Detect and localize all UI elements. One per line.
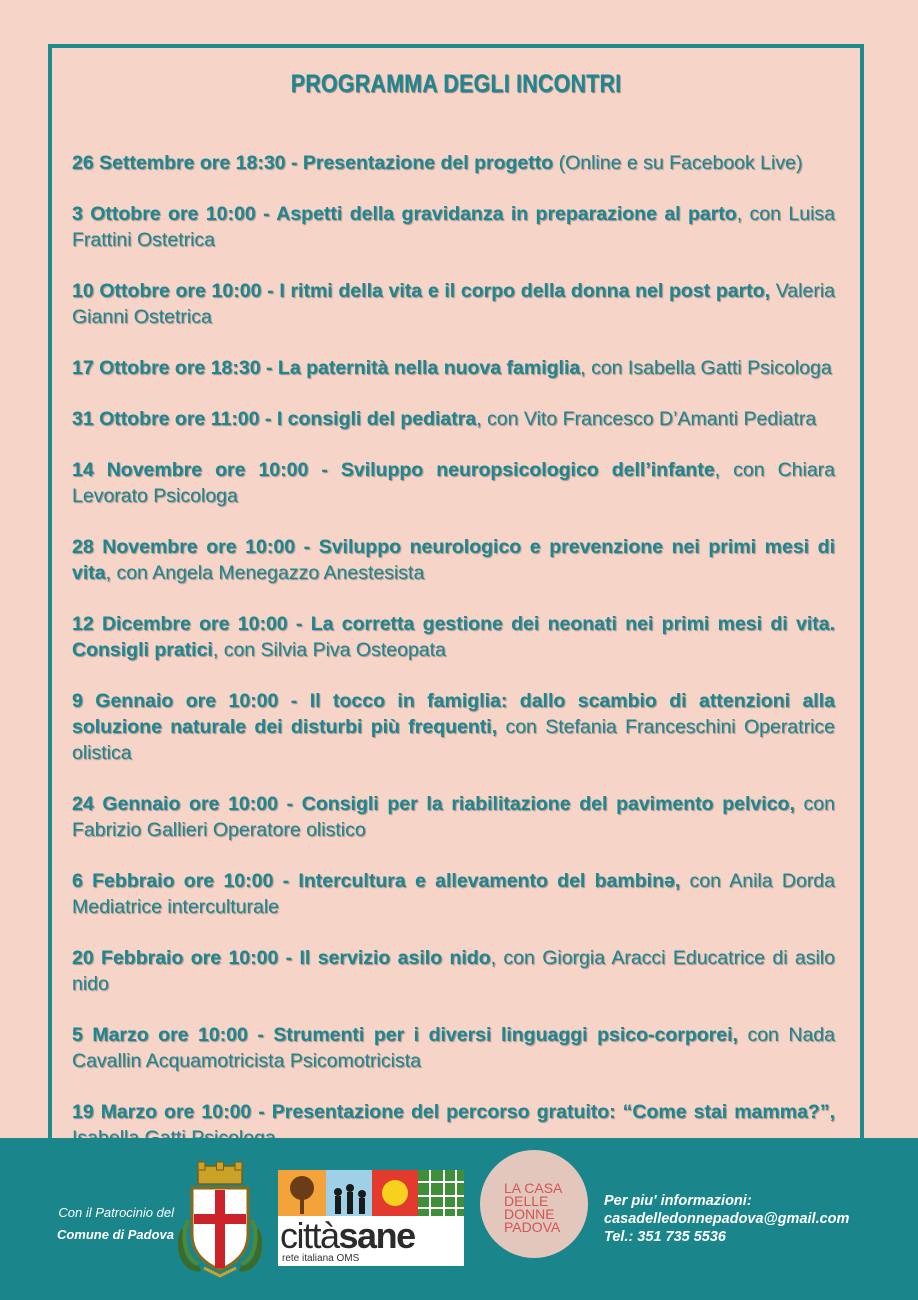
- padova-crest-icon: [178, 1160, 262, 1278]
- event-item: 20 Febbraio ore 10:00 - Il servizio asilo nido, con Giorgia Aracci Educatrice di asilo nido: [72, 947, 835, 995]
- event-item: 31 Ottobre ore 11:00 - I consigli del pediatra, con Vito Francesco D’Amanti Pediatra: [72, 408, 817, 430]
- patronage-text: Con il Patrocinio del Comune di Padova: [56, 1205, 174, 1242]
- event-item: 3 Ottobre ore 10:00 - Aspetti della gravidanza in preparazione al parto, con Luisa Frattini Ostetrica: [72, 203, 836, 251]
- event-item: 19 Marzo ore 10:00 - Presentazione del percorso gratuito: “Come stai mamma?”,: [72, 1101, 835, 1123]
- event-item: 14 Novembre ore 10:00 - Sviluppo neuropsicologico dell’infante, con Chiara Levorato Psicologa: [72, 459, 836, 507]
- casa-delle-donne-logo: LA CASA DELLE DONNE PADOVA: [480, 1150, 588, 1258]
- event-item: 10 Ottobre ore 10:00 - I ritmi della vita e il corpo della donna nel post parto, Valeria Gianni Ostetrica: [72, 280, 836, 328]
- event-item: 28 Novembre ore 10:00 - Sviluppo neurologico e prevenzione nei primi mesi di vita, con Angela Menegazzo Anestesista: [72, 536, 835, 584]
- citta-sane-wordmark: cittàsane rete italiana OMS: [278, 1216, 464, 1266]
- event-item: 26 Settembre ore 18:30 - Presentazione del progetto (Online e su Facebook Live): [72, 152, 803, 174]
- event-item: 6 Febbraio ore 10:00 - Intercultura e allevamento del bambinə, con Anila Dorda Mediatrice interculturale: [72, 870, 835, 918]
- contact-email[interactable]: casadelledonnepadova@gmail.com: [604, 1211, 850, 1227]
- footer-band: [0, 1138, 918, 1300]
- event-list: [72, 150, 835, 1176]
- event-item: 17 Ottobre ore 18:30 - La paternità nella nuova famiglia, con Isabella Gatti Psicologa: [72, 357, 832, 379]
- event-item: 12 Dicembre ore 10:00 - La corretta gestione dei neonati nei primi mesi di vita. Consigli pratici, con Silvia Piva Osteopata: [72, 613, 835, 661]
- contact-phone[interactable]: Tel.: 351 735 5536: [604, 1229, 726, 1245]
- page-title: PROGRAMMA DEGLI INCONTRI: [290, 70, 622, 98]
- citta-sane-logo: [278, 1170, 464, 1266]
- citta-sane-graphic-icon: [278, 1170, 464, 1216]
- contact-info: Per piu' informazioni: casadelledonnepadova@gmail.com Tel.: 351 735 5536: [604, 1193, 850, 1245]
- event-item: 24 Gennaio ore 10:00 - Consigli per la riabilitazione del pavimento pelvico, con Fabrizio Gallieri Operatore olistico: [72, 793, 835, 841]
- event-item: 5 Marzo ore 10:00 - Strumenti per i diversi linguaggi psico-corporei, con Nada Cavallin Acquamotricista Psicomotricista: [72, 1024, 835, 1072]
- event-item: 9 Gennaio ore 10:00 - Il tocco in famiglia: dallo scambio di attenzioni alla soluzione naturale dei disturbi più frequenti, con Stefania Franceschini Operatrice olistica: [72, 690, 835, 764]
